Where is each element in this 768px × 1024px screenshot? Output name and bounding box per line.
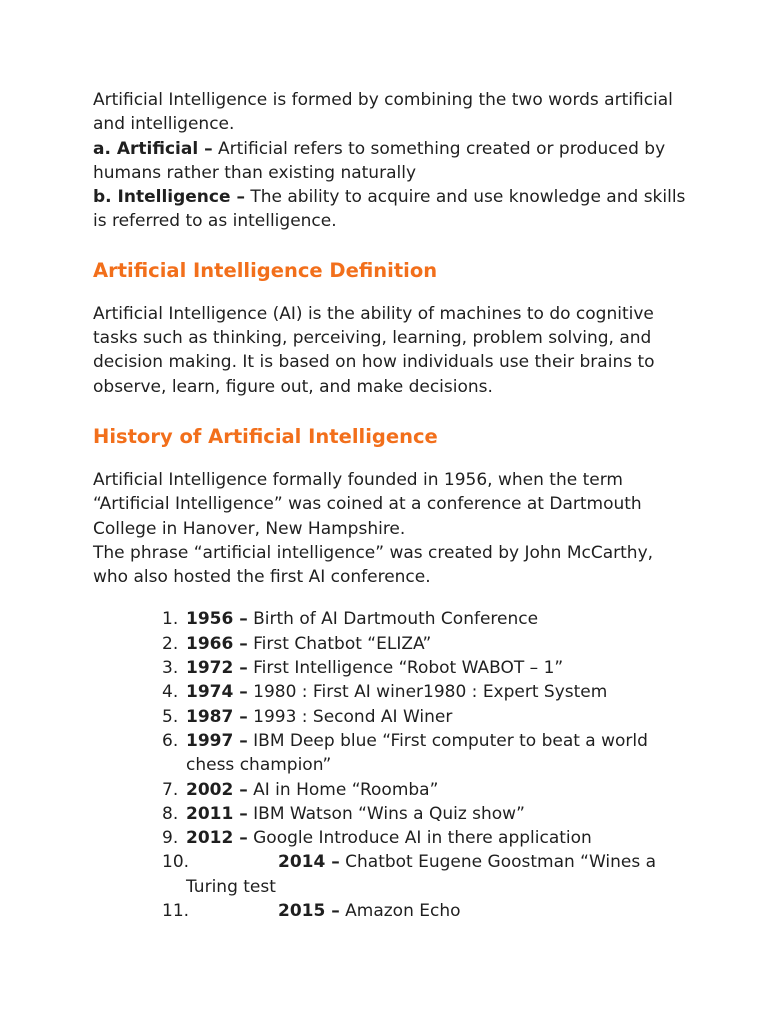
timeline-item xyxy=(93,680,693,704)
timeline-number: 10. xyxy=(162,852,190,873)
timeline-number: 11. xyxy=(162,901,190,922)
timeline-number: 6. xyxy=(162,730,179,751)
history-mccarthy-text: The phrase “artificial intelligence” was created by John McCarthy, who also hosted the first AI conference. xyxy=(93,542,654,588)
history-intro-text: Artificial Intelligence formally founded in 1956, when the term “Artificial Intelligence” was coined at a conference at Dartmouth College in Hanover, New Hampshire. xyxy=(93,469,642,539)
timeline-item xyxy=(93,632,693,656)
artificial-label: a. Artificial – xyxy=(93,138,213,159)
timeline-item xyxy=(93,850,693,899)
timeline-text: Birth of AI Dartmouth Conference xyxy=(247,609,539,630)
history-heading: History of Artificial Intelligence xyxy=(93,424,438,448)
timeline-number: 5. xyxy=(162,706,179,727)
timeline-year: 1997 – xyxy=(186,730,248,751)
timeline-item xyxy=(93,899,693,923)
intelligence-label: b. Intelligence – xyxy=(93,187,245,208)
definition-paragraph: Artificial Intelligence (AI) is the ability of machines to do cognitive tasks such as thinking, perceiving, learning, problem solving, and decision making. It is based on how individuals use their brains to observe, learn, figure out, and make decisions. xyxy=(93,303,655,397)
timeline-year: 2012 – xyxy=(186,828,248,849)
timeline-item xyxy=(93,778,693,802)
timeline-number: 4. xyxy=(162,682,179,703)
timeline-year: 1956 – xyxy=(186,609,248,630)
timeline-item xyxy=(93,729,693,778)
timeline-item xyxy=(93,656,693,680)
timeline-text: AI in Home “Roomba” xyxy=(247,779,439,800)
intro-text: Artificial Intelligence is formed by combining the two words artificial and intelligence. xyxy=(93,90,673,135)
timeline-year: 1987 – xyxy=(186,706,248,727)
timeline-number: 3. xyxy=(162,658,179,679)
timeline-item xyxy=(93,802,693,826)
timeline-year: 1974 – xyxy=(186,682,248,703)
intro-paragraph xyxy=(93,88,693,234)
timeline-year: 2011 – xyxy=(186,803,248,824)
timeline-text: Google Introduce AI in there application xyxy=(247,828,592,849)
timeline-text: 1980 : First AI winer1980 : Expert System xyxy=(247,682,608,703)
history-timeline-list xyxy=(93,607,693,923)
timeline-number: 1. xyxy=(162,609,179,630)
timeline-number: 9. xyxy=(162,828,179,849)
timeline-year: 2015 – xyxy=(278,901,340,922)
timeline-number: 2. xyxy=(162,633,179,654)
timeline-text: 1993 : Second AI Winer xyxy=(247,706,453,727)
timeline-year: 2002 – xyxy=(186,779,248,800)
timeline-text: First Chatbot “ELIZA” xyxy=(247,633,432,654)
timeline-item xyxy=(93,826,693,850)
history-paragraph xyxy=(93,468,693,589)
timeline-number: 8. xyxy=(162,803,179,824)
timeline-year: 1972 – xyxy=(186,658,248,679)
timeline-text: IBM Deep blue “First computer to beat a world chess champion” xyxy=(186,730,648,776)
timeline-year: 2014 – xyxy=(278,852,340,873)
definition-heading: Artificial Intelligence Definition xyxy=(93,258,438,282)
timeline-text: Chatbot Eugene Goostman “Wines a Turing test xyxy=(186,852,657,897)
timeline-number: 7. xyxy=(162,779,179,800)
timeline-text: First Intelligence “Robot WABOT – 1” xyxy=(247,658,564,679)
timeline-text: IBM Watson “Wins a Quiz show” xyxy=(247,803,525,824)
timeline-text: Amazon Echo xyxy=(339,901,461,922)
timeline-year: 1966 – xyxy=(186,633,248,654)
timeline-item xyxy=(93,607,693,631)
document-page xyxy=(93,88,693,923)
artificial-definition: Artificial refers to something created or produced by humans rather than existing naturally xyxy=(93,138,666,183)
intelligence-definition: The ability to acquire and use knowledge and skills is referred to as intelligence. xyxy=(93,187,686,232)
timeline-item xyxy=(93,705,693,729)
